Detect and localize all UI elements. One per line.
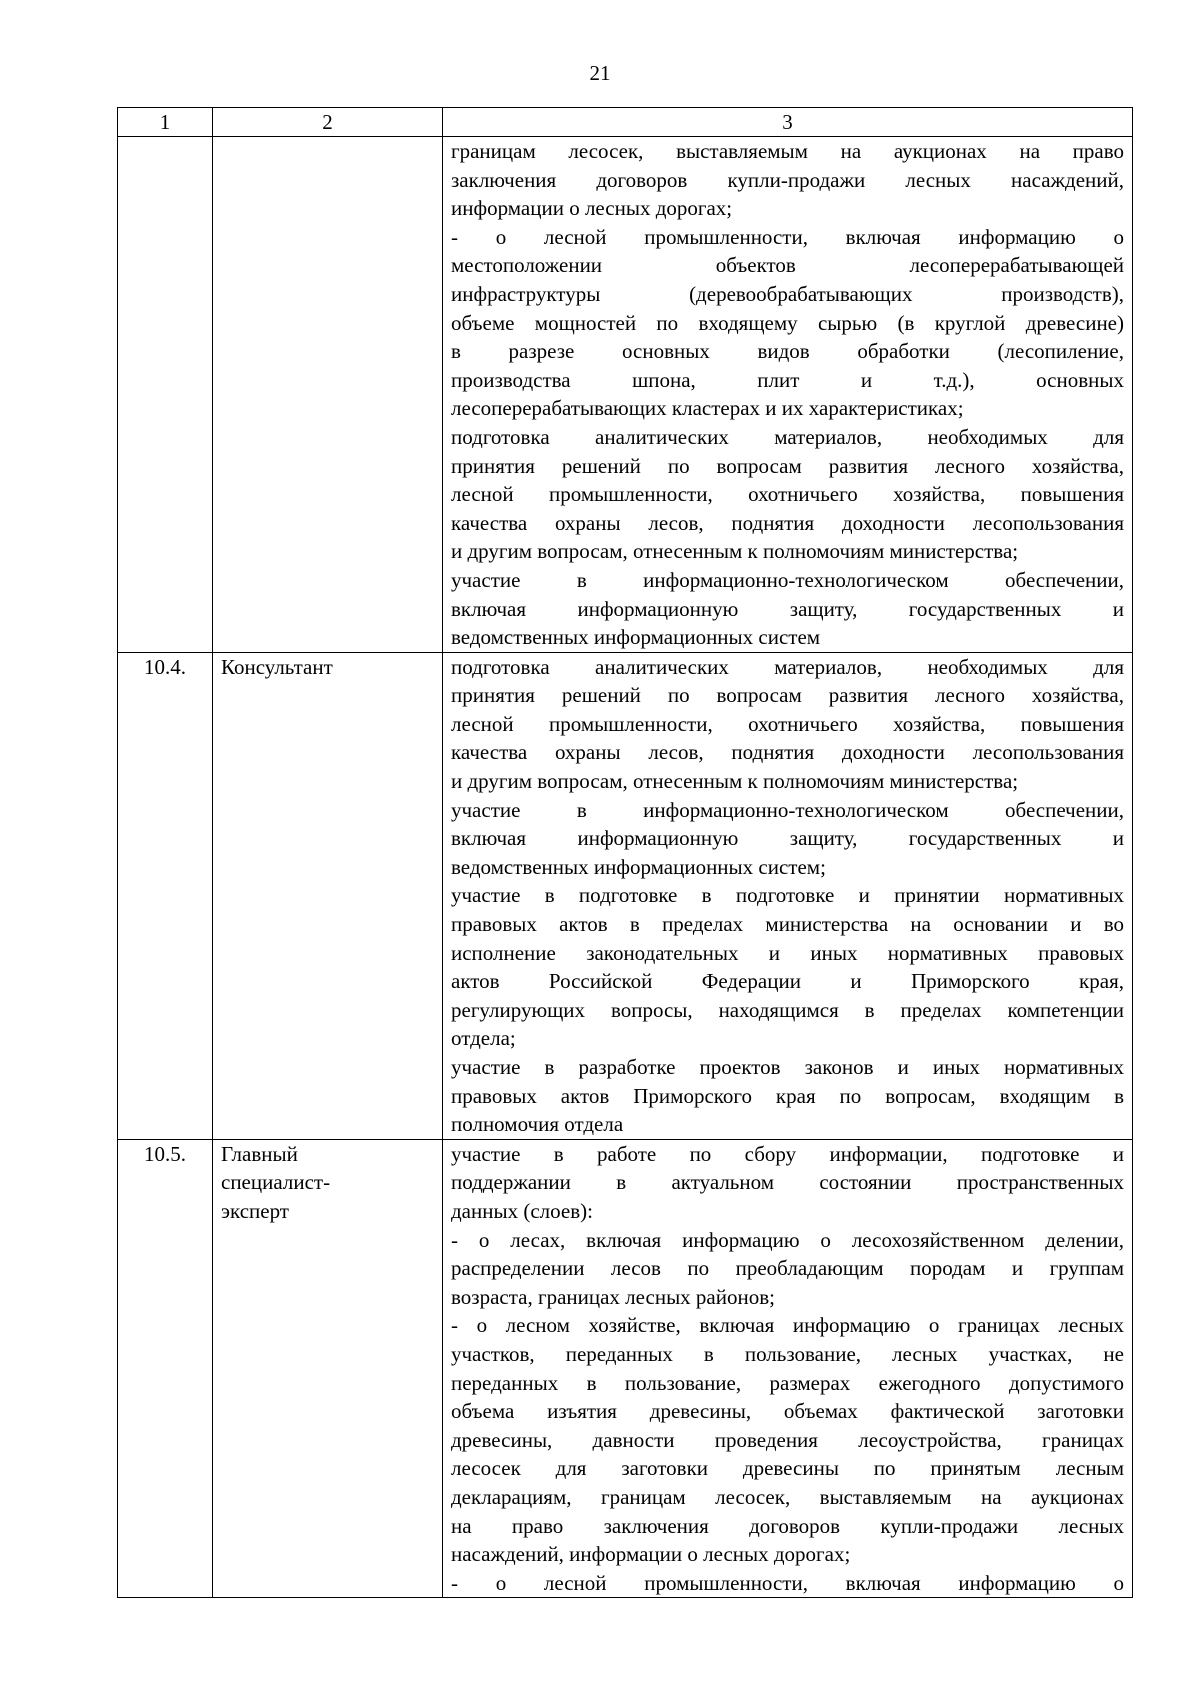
duty-line: ведомственных информационных систем; xyxy=(451,854,826,879)
duty-line: участие в работе по сбору информации, подготовке и xyxy=(451,1141,1124,1166)
duty-line: участков, переданных в пользование, лесных участках, не xyxy=(451,1341,1124,1366)
row-number: 10.5. xyxy=(118,1139,213,1598)
positions-table xyxy=(117,107,1133,1598)
duty-line: ведомственных информационных систем xyxy=(451,625,821,650)
duty-line: и другим вопросам, отнесенным к полномочиям министерства; xyxy=(451,539,1019,564)
duty-line: отдела; xyxy=(451,1026,516,1051)
duty-line: участие в информационно-технологическом обеспечении, xyxy=(451,797,1124,822)
column-header-duties: 3 xyxy=(443,108,1133,137)
duty-line: информации о лесных дорогах; xyxy=(451,196,733,221)
duty-line: лесоперерабатывающих кластерах и их характеристиках; xyxy=(451,396,964,421)
duty-line: - о лесном хозяйстве, включая информацию о границах лесных xyxy=(451,1313,1124,1338)
duty-line: подготовка аналитических материалов, необходимых для xyxy=(451,654,1124,679)
row-duties xyxy=(443,652,1133,1139)
column-header-position: 2 xyxy=(213,108,443,137)
duty-line: границам лесосек, выставляемым на аукционах на право xyxy=(451,139,1124,163)
duty-line: подготовка аналитических материалов, необходимых для xyxy=(451,424,1124,449)
position-line: Главный xyxy=(221,1141,298,1166)
duty-line: регулирующих вопросы, находящимся в пределах компетенции xyxy=(451,997,1124,1022)
row-duties xyxy=(443,137,1133,653)
duty-line: и другим вопросам, отнесенным к полномочиям министерства; xyxy=(451,769,1019,794)
table-row xyxy=(118,652,1133,1139)
row-duties xyxy=(443,1139,1133,1598)
duty-line: лесной промышленности, охотничьего хозяйства, повышения xyxy=(451,711,1124,736)
duty-line: местоположении объектов лесоперерабатывающей xyxy=(451,253,1124,278)
position-line: Консультант xyxy=(221,654,333,679)
duty-line: объеме мощностей по входящему сырью (в круглой древесине) xyxy=(451,310,1124,335)
duty-line: насаждений, информации о лесных дорогах; xyxy=(451,1542,851,1567)
duty-line: объема изъятия древесины, объемах фактической заготовки xyxy=(451,1399,1124,1424)
row-number: 10.4. xyxy=(118,652,213,1139)
row-position xyxy=(213,137,443,653)
duty-line: инфраструктуры (деревообрабатывающих производств), xyxy=(451,281,1124,306)
duty-line: качества охраны лесов, поднятия доходности лесопользования xyxy=(451,740,1124,765)
duty-line: качества охраны лесов, поднятия доходности лесопользования xyxy=(451,510,1124,535)
duty-line: исполнение законодательных и иных нормативных правовых xyxy=(451,940,1124,965)
row-position xyxy=(213,1139,443,1598)
duty-line: заключения договоров купли-продажи лесных насаждений, xyxy=(451,167,1124,192)
column-header-number: 1 xyxy=(118,108,213,137)
duty-line: в разрезе основных видов обработки (лесопиление, xyxy=(451,339,1124,364)
position-line: специалист- xyxy=(221,1170,331,1195)
row-position xyxy=(213,652,443,1139)
duty-line: включая информационную защиту, государственных и xyxy=(451,596,1124,621)
duty-line: правовых актов Приморского края по вопросам, входящим в xyxy=(451,1083,1124,1108)
duty-line: правовых актов в пределах министерства на основании и во xyxy=(451,912,1124,937)
duty-line: участие в подготовке в подготовке и принятии нормативных xyxy=(451,883,1124,908)
duty-line: производства шпона, плит и т.д.), основных xyxy=(451,367,1124,392)
duty-line: декларациям, границам лесосек, выставляемым на аукционах xyxy=(451,1484,1124,1509)
duty-line: данных (слоев): xyxy=(451,1198,593,1223)
duty-line: лесной промышленности, охотничьего хозяйства, повышения xyxy=(451,482,1124,507)
duty-line: полномочия отдела xyxy=(451,1112,624,1137)
position-line: эксперт xyxy=(221,1198,289,1223)
duty-line: древесины, давности проведения лесоустройства, границах xyxy=(451,1427,1124,1452)
duty-line: - о лесной промышленности, включая информацию о xyxy=(451,1570,1124,1595)
duty-line: включая информационную защиту, государственных и xyxy=(451,826,1124,851)
duty-line: принятия решений по вопросам развития лесного хозяйства, xyxy=(451,683,1124,708)
duty-line: участие в информационно-технологическом обеспечении, xyxy=(451,567,1124,592)
duty-line: актов Российской Федерации и Приморского края, xyxy=(451,969,1124,994)
duty-line: на право заключения договоров купли-продажи лесных xyxy=(451,1513,1124,1538)
duty-line: участие в разработке проектов законов и иных нормативных xyxy=(451,1055,1124,1079)
duty-line: возраста, границах лесных районов; xyxy=(451,1284,775,1309)
table-row xyxy=(118,1139,1133,1598)
duty-line: принятия решений по вопросам развития лесного хозяйства, xyxy=(451,453,1124,478)
duty-line: поддержании в актуальном состоянии пространственных xyxy=(451,1170,1124,1195)
page-number: 21 xyxy=(589,61,611,85)
duty-line: - о лесной промышленности, включая информацию о xyxy=(451,224,1124,249)
duty-line: распределении лесов по преобладающим породам и группам xyxy=(451,1256,1124,1281)
table-header-row xyxy=(118,108,1133,137)
duty-line: переданных в пользование, размерах ежегодного допустимого xyxy=(451,1370,1124,1395)
row-number xyxy=(118,137,213,653)
table-body xyxy=(118,137,1133,1598)
table-row xyxy=(118,137,1133,653)
duty-line: лесосек для заготовки древесины по принятым лесным xyxy=(451,1456,1124,1481)
duty-line: - о лесах, включая информацию о лесохозяйственном делении, xyxy=(451,1227,1124,1252)
